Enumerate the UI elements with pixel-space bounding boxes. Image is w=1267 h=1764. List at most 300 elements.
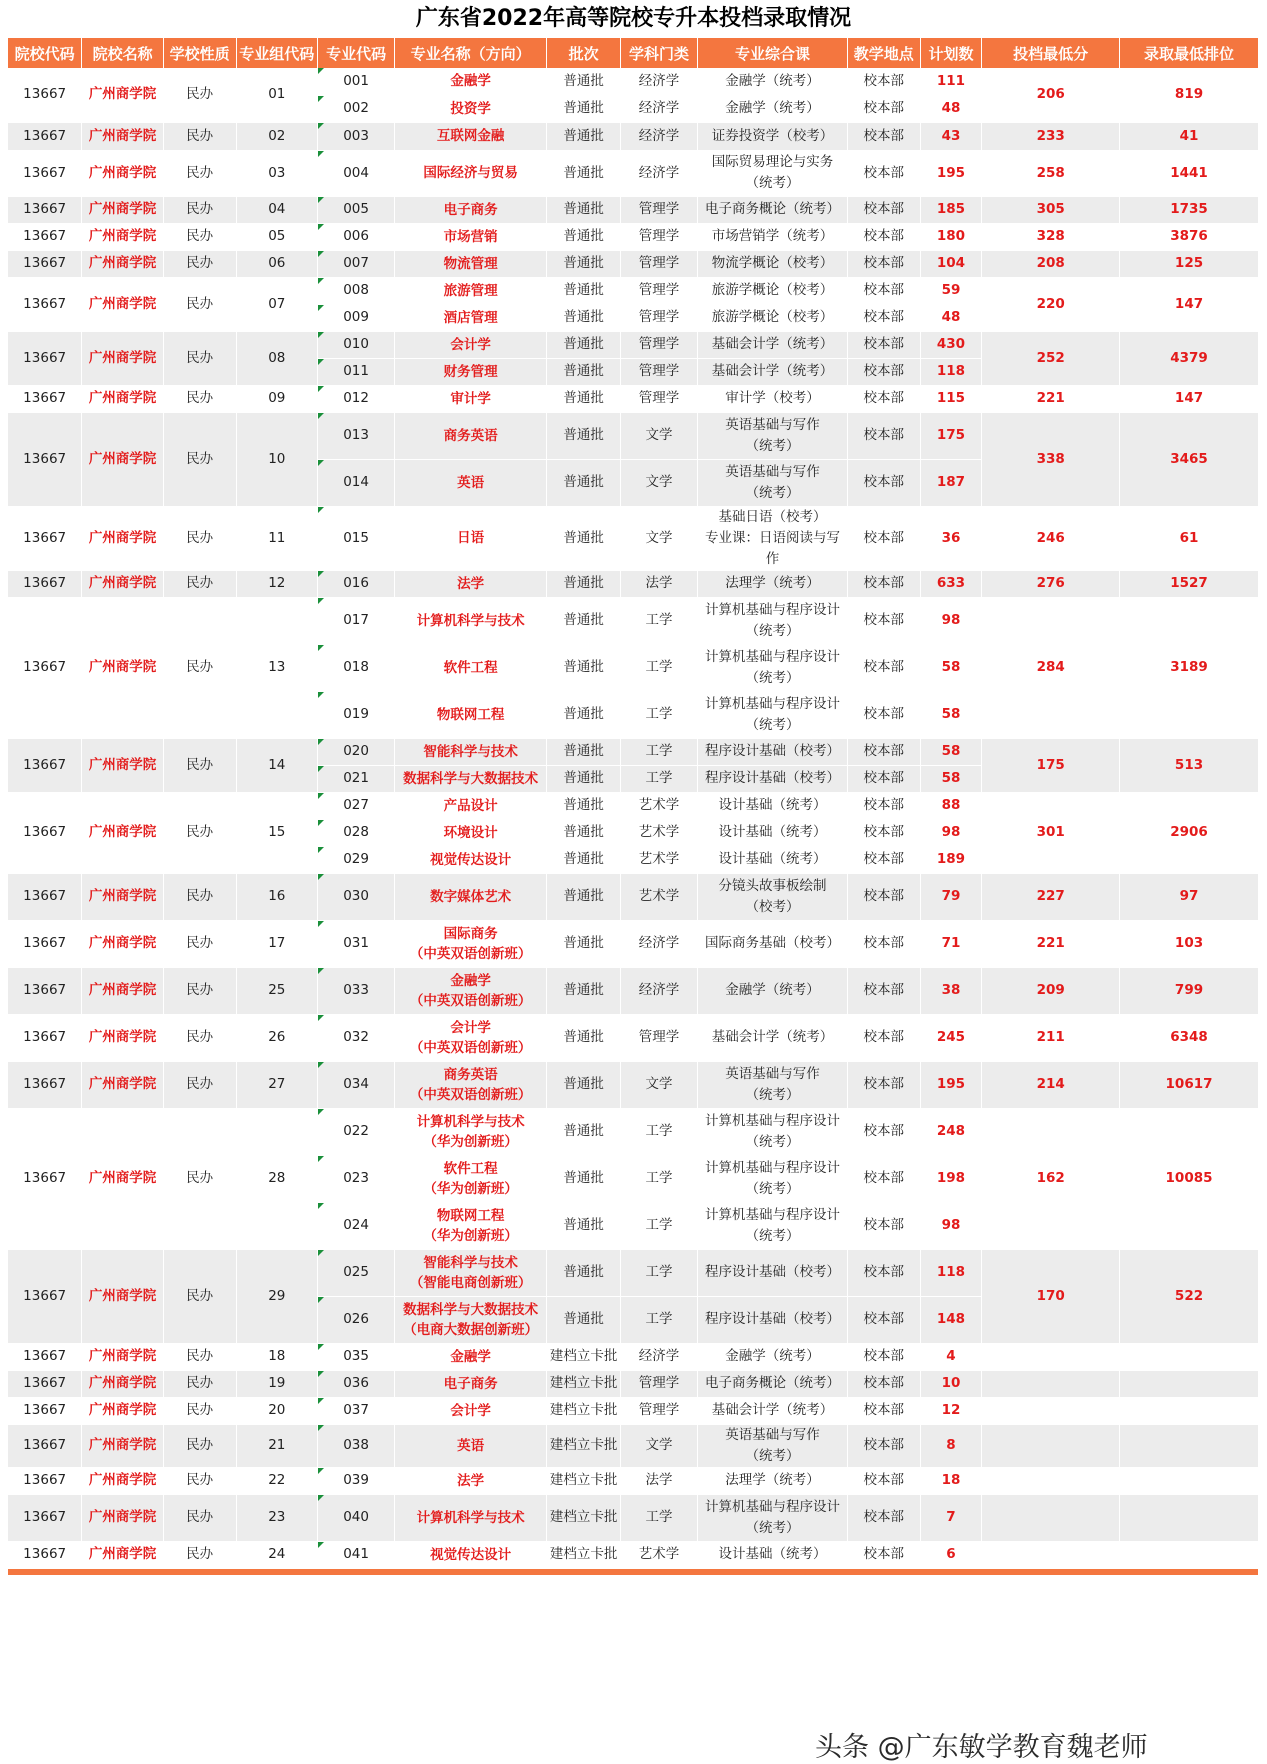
major-name-line: 物流管理 xyxy=(443,255,498,272)
school-name: 广州商学院 xyxy=(82,196,164,223)
major-code: 025 xyxy=(318,1249,395,1296)
group-code: 04 xyxy=(236,196,318,223)
subject-category: 管理学 xyxy=(621,358,698,385)
min-rank: 3465 xyxy=(1120,412,1259,506)
teaching-location: 校本部 xyxy=(847,570,920,597)
subject-category: 管理学 xyxy=(621,1370,698,1397)
table-row xyxy=(8,597,1259,644)
group-block xyxy=(8,920,1259,967)
batch: 普通批 xyxy=(547,792,621,819)
plan-count: 195 xyxy=(920,1061,982,1108)
plan-count: 115 xyxy=(920,385,982,412)
batch: 建档立卡批 xyxy=(547,1370,621,1397)
exam-course-line: （统考） xyxy=(745,175,800,191)
major-name-line: 电子商务 xyxy=(443,1375,498,1392)
major-name xyxy=(395,765,547,792)
plan-count: 7 xyxy=(920,1494,982,1541)
major-code: 030 xyxy=(318,873,395,920)
teaching-location: 校本部 xyxy=(847,920,920,967)
teaching-location: 校本部 xyxy=(847,765,920,792)
school-code: 13667 xyxy=(8,412,82,506)
table-row xyxy=(8,223,1259,250)
plan-count: 189 xyxy=(920,846,982,873)
plan-count: 104 xyxy=(920,250,982,277)
teaching-location: 校本部 xyxy=(847,1155,920,1202)
major-code: 004 xyxy=(318,150,395,196)
major-code: 018 xyxy=(318,644,395,691)
plan-count: 633 xyxy=(920,570,982,597)
teaching-location: 校本部 xyxy=(847,1541,920,1568)
exam-course xyxy=(698,150,848,196)
plan-count: 79 xyxy=(920,873,982,920)
exam-course-line: 程序设计基础（校考） xyxy=(705,1264,841,1280)
group-block xyxy=(8,250,1259,277)
col-header[interactable]: 专业组代码 xyxy=(236,38,318,68)
major-name xyxy=(395,597,547,644)
major-code: 020 xyxy=(318,738,395,765)
watermark: 头条 @广东敏学教育魏老师 xyxy=(815,1732,1148,1763)
school-nature: 民办 xyxy=(163,1370,236,1397)
batch: 普通批 xyxy=(547,1108,621,1155)
min-score xyxy=(982,1397,1120,1424)
subject-category: 艺术学 xyxy=(621,873,698,920)
min-score: 209 xyxy=(982,967,1120,1014)
school-code: 13667 xyxy=(8,68,82,122)
group-block xyxy=(8,1108,1259,1249)
subject-category: 经济学 xyxy=(621,150,698,196)
major-code: 022 xyxy=(318,1108,395,1155)
teaching-location: 校本部 xyxy=(847,95,920,122)
subject-category: 文学 xyxy=(621,459,698,506)
batch: 普通批 xyxy=(547,459,621,506)
exam-course xyxy=(698,1249,848,1296)
school-code: 13667 xyxy=(8,1494,82,1541)
major-name-line: （中英双语创新班） xyxy=(409,992,532,1009)
group-code: 14 xyxy=(236,738,318,792)
major-name xyxy=(395,331,547,358)
teaching-location: 校本部 xyxy=(847,122,920,150)
table-row xyxy=(8,277,1259,304)
major-name xyxy=(395,1108,547,1155)
school-name: 广州商学院 xyxy=(82,506,164,570)
exam-course xyxy=(698,1370,848,1397)
major-code: 012 xyxy=(318,385,395,412)
col-header[interactable]: 学科门类 xyxy=(621,38,698,68)
group-block xyxy=(8,1370,1259,1397)
school-code: 13667 xyxy=(8,250,82,277)
exam-course xyxy=(698,196,848,223)
teaching-location: 校本部 xyxy=(847,1343,920,1370)
school-name: 广州商学院 xyxy=(82,738,164,792)
school-code: 13667 xyxy=(8,506,82,570)
plan-count: 88 xyxy=(920,792,982,819)
min-rank: 6348 xyxy=(1120,1014,1259,1061)
school-code: 13667 xyxy=(8,873,82,920)
batch: 普通批 xyxy=(547,68,621,95)
min-rank xyxy=(1120,1494,1259,1541)
subject-category: 管理学 xyxy=(621,385,698,412)
major-name xyxy=(395,1343,547,1370)
school-name: 广州商学院 xyxy=(82,1541,164,1568)
min-rank xyxy=(1120,1424,1259,1467)
exam-course-line: （统考） xyxy=(745,437,800,454)
major-name-line: 产品设计 xyxy=(443,797,498,814)
table-row xyxy=(8,506,1259,570)
school-code: 13667 xyxy=(8,597,82,738)
batch: 建档立卡批 xyxy=(547,1541,621,1568)
group-code: 05 xyxy=(236,223,318,250)
school-name: 广州商学院 xyxy=(82,1014,164,1061)
plan-count: 148 xyxy=(920,1296,982,1343)
min-score: 233 xyxy=(982,122,1120,150)
major-code: 035 xyxy=(318,1343,395,1370)
exam-course-line: 电子商务概论（统考） xyxy=(705,201,841,217)
exam-course-line: （统考） xyxy=(745,1133,800,1150)
subject-category: 文学 xyxy=(621,1061,698,1108)
group-code: 16 xyxy=(236,873,318,920)
major-name xyxy=(395,223,547,250)
subject-category: 文学 xyxy=(621,412,698,459)
table-row xyxy=(8,1397,1259,1424)
batch: 普通批 xyxy=(547,691,621,738)
major-code: 009 xyxy=(318,304,395,331)
min-rank: 41 xyxy=(1120,122,1259,150)
min-rank: 3876 xyxy=(1120,223,1259,250)
teaching-location: 校本部 xyxy=(847,1424,920,1467)
school-nature: 民办 xyxy=(163,1397,236,1424)
exam-course xyxy=(698,691,848,738)
exam-course xyxy=(698,967,848,1014)
table-row xyxy=(8,1494,1259,1541)
min-rank: 1441 xyxy=(1120,150,1259,196)
exam-course xyxy=(698,385,848,412)
teaching-location: 校本部 xyxy=(847,644,920,691)
exam-course xyxy=(698,819,848,846)
major-name xyxy=(395,738,547,765)
school-name: 广州商学院 xyxy=(82,1061,164,1108)
subject-category: 经济学 xyxy=(621,967,698,1014)
teaching-location: 校本部 xyxy=(847,304,920,331)
major-code: 027 xyxy=(318,792,395,819)
subject-category: 管理学 xyxy=(621,304,698,331)
min-rank xyxy=(1120,1397,1259,1424)
major-name xyxy=(395,1494,547,1541)
exam-course-line: 计算机基础与程序设计 xyxy=(705,601,841,618)
school-nature: 民办 xyxy=(163,196,236,223)
exam-course-line: （统考） xyxy=(745,1519,800,1536)
exam-course xyxy=(698,1014,848,1061)
major-name-line: （智能电商创新班） xyxy=(409,1274,532,1291)
group-block xyxy=(8,738,1259,792)
major-code: 039 xyxy=(318,1467,395,1494)
group-code: 21 xyxy=(236,1424,318,1467)
plan-count: 98 xyxy=(920,597,982,644)
exam-course xyxy=(698,1061,848,1108)
major-name-line: 软件工程 xyxy=(443,1160,498,1177)
col-header[interactable]: 批次 xyxy=(547,38,621,68)
table-row xyxy=(8,196,1259,223)
group-block xyxy=(8,385,1259,412)
group-code: 23 xyxy=(236,1494,318,1541)
min-rank: 522 xyxy=(1120,1249,1259,1343)
col-header[interactable]: 专业综合课 xyxy=(698,38,848,68)
major-name xyxy=(395,250,547,277)
major-name-line: 英语 xyxy=(457,474,485,491)
major-name-line: 电子商务 xyxy=(443,201,498,218)
exam-course xyxy=(698,1424,848,1467)
exam-course xyxy=(698,1494,848,1541)
batch: 建档立卡批 xyxy=(547,1343,621,1370)
subject-category: 管理学 xyxy=(621,250,698,277)
group-block xyxy=(8,122,1259,150)
exam-course xyxy=(698,1343,848,1370)
subject-category: 文学 xyxy=(621,1424,698,1467)
exam-course-line: （统考） xyxy=(745,484,800,501)
batch: 普通批 xyxy=(547,920,621,967)
group-code: 03 xyxy=(236,150,318,196)
major-code: 028 xyxy=(318,819,395,846)
major-name xyxy=(395,1370,547,1397)
exam-course-line: 旅游学概论（校考） xyxy=(711,309,834,325)
major-name-line: 金融学 xyxy=(450,1348,491,1365)
min-rank: 61 xyxy=(1120,506,1259,570)
major-name-line: 数据科学与大数据技术 xyxy=(403,770,539,787)
major-name-line: 法学 xyxy=(457,1472,485,1489)
min-rank: 103 xyxy=(1120,920,1259,967)
col-header[interactable]: 计划数 xyxy=(920,38,982,68)
exam-course xyxy=(698,873,848,920)
major-name xyxy=(395,1155,547,1202)
plan-count: 180 xyxy=(920,223,982,250)
table-row xyxy=(8,1014,1259,1061)
group-block xyxy=(8,1014,1259,1061)
table-row xyxy=(8,150,1259,196)
col-header[interactable]: 教学地点 xyxy=(847,38,920,68)
table-row xyxy=(8,1370,1259,1397)
group-block xyxy=(8,967,1259,1014)
group-code: 29 xyxy=(236,1249,318,1343)
school-code: 13667 xyxy=(8,1108,82,1249)
major-name-line: 审计学 xyxy=(450,390,491,407)
min-score: 252 xyxy=(982,331,1120,385)
major-code: 002 xyxy=(318,95,395,122)
exam-course xyxy=(698,1397,848,1424)
major-name-line: 视觉传达设计 xyxy=(430,1546,512,1563)
major-code: 034 xyxy=(318,1061,395,1108)
batch: 建档立卡批 xyxy=(547,1494,621,1541)
group-code: 07 xyxy=(236,277,318,331)
major-name-line: 会计学 xyxy=(450,1019,491,1036)
school-nature: 民办 xyxy=(163,150,236,196)
exam-course-line: 计算机基础与程序设计 xyxy=(705,648,841,665)
table-row xyxy=(8,1343,1259,1370)
subject-category: 经济学 xyxy=(621,68,698,95)
major-code: 014 xyxy=(318,459,395,506)
school-name: 广州商学院 xyxy=(82,1424,164,1467)
subject-category: 工学 xyxy=(621,1202,698,1249)
plan-count: 58 xyxy=(920,691,982,738)
table-row xyxy=(8,1467,1259,1494)
school-name: 广州商学院 xyxy=(82,1108,164,1249)
table-row xyxy=(8,1541,1259,1568)
school-name: 广州商学院 xyxy=(82,570,164,597)
major-code: 007 xyxy=(318,250,395,277)
group-block xyxy=(8,570,1259,597)
min-score: 175 xyxy=(982,738,1120,792)
teaching-location: 校本部 xyxy=(847,967,920,1014)
min-rank: 819 xyxy=(1120,68,1259,122)
exam-course-line: 基础会计学（统考） xyxy=(711,1402,834,1418)
major-name xyxy=(395,95,547,122)
group-code: 01 xyxy=(236,68,318,122)
group-block xyxy=(8,1249,1259,1343)
exam-course xyxy=(698,304,848,331)
plan-count: 48 xyxy=(920,304,982,331)
school-code: 13667 xyxy=(8,331,82,385)
min-score: 214 xyxy=(982,1061,1120,1108)
exam-course xyxy=(698,331,848,358)
major-name-line: （电商大数据创新班） xyxy=(403,1321,539,1338)
table-row xyxy=(8,570,1259,597)
school-nature: 民办 xyxy=(163,792,236,873)
teaching-location: 校本部 xyxy=(847,819,920,846)
subject-category: 工学 xyxy=(621,1108,698,1155)
plan-count: 118 xyxy=(920,1249,982,1296)
col-header[interactable]: 专业名称（方向） xyxy=(395,38,547,68)
teaching-location: 校本部 xyxy=(847,150,920,196)
school-code: 13667 xyxy=(8,1343,82,1370)
school-nature: 民办 xyxy=(163,223,236,250)
major-name-line: 酒店管理 xyxy=(443,309,498,326)
exam-course xyxy=(698,920,848,967)
min-rank: 147 xyxy=(1120,277,1259,331)
school-nature: 民办 xyxy=(163,277,236,331)
exam-course-line: 法理学（统考） xyxy=(725,1472,820,1488)
major-name xyxy=(395,570,547,597)
batch: 建档立卡批 xyxy=(547,1467,621,1494)
plan-count: 118 xyxy=(920,358,982,385)
table-row xyxy=(8,873,1259,920)
min-rank: 147 xyxy=(1120,385,1259,412)
major-name-line: 智能科学与技术 xyxy=(423,1254,518,1271)
school-nature: 民办 xyxy=(163,1108,236,1249)
col-header[interactable]: 录取最低排位 xyxy=(1120,38,1259,68)
min-rank xyxy=(1120,1541,1259,1568)
exam-course-line: 设计基础（统考） xyxy=(718,797,827,813)
major-name xyxy=(395,196,547,223)
subject-category: 管理学 xyxy=(621,223,698,250)
min-rank: 10617 xyxy=(1120,1061,1259,1108)
school-name: 广州商学院 xyxy=(82,1397,164,1424)
batch: 普通批 xyxy=(547,150,621,196)
group-block xyxy=(8,1541,1259,1568)
exam-course xyxy=(698,597,848,644)
major-name-line: 计算机科学与技术 xyxy=(416,1509,525,1526)
subject-category: 工学 xyxy=(621,644,698,691)
exam-course xyxy=(698,1296,848,1343)
exam-course-line: 英语基础与写作 xyxy=(725,1426,820,1443)
col-header[interactable]: 院校代码 xyxy=(8,38,82,68)
group-block xyxy=(8,506,1259,570)
teaching-location: 校本部 xyxy=(847,1061,920,1108)
col-header[interactable]: 学校性质 xyxy=(163,38,236,68)
batch: 普通批 xyxy=(547,122,621,150)
school-nature: 民办 xyxy=(163,1424,236,1467)
col-header[interactable]: 专业代码 xyxy=(318,38,395,68)
exam-course xyxy=(698,223,848,250)
group-block xyxy=(8,412,1259,506)
table-row xyxy=(8,738,1259,765)
major-code: 001 xyxy=(318,68,395,95)
col-header[interactable]: 院校名称 xyxy=(82,38,164,68)
major-name-line: （华为创新班） xyxy=(423,1227,518,1244)
major-name xyxy=(395,1296,547,1343)
plan-count: 8 xyxy=(920,1424,982,1467)
school-code: 13667 xyxy=(8,150,82,196)
min-rank xyxy=(1120,1370,1259,1397)
min-score: 328 xyxy=(982,223,1120,250)
major-name-line: 财务管理 xyxy=(443,363,498,380)
major-name-line: 市场营销 xyxy=(443,228,498,245)
min-rank: 513 xyxy=(1120,738,1259,792)
table-row xyxy=(8,967,1259,1014)
major-name xyxy=(395,385,547,412)
batch: 普通批 xyxy=(547,95,621,122)
exam-course-line: 英语基础与写作 xyxy=(725,463,820,480)
exam-course xyxy=(698,1541,848,1568)
major-name-line: 智能科学与技术 xyxy=(423,743,518,760)
exam-course-line: 金融学（统考） xyxy=(725,72,820,89)
min-score: 221 xyxy=(982,385,1120,412)
major-name-line: 物联网工程 xyxy=(436,706,505,723)
plan-count: 59 xyxy=(920,277,982,304)
subject-category: 艺术学 xyxy=(621,1541,698,1568)
exam-course-line: 基础会计学（统考） xyxy=(711,363,834,379)
exam-course-line: 金融学（统考） xyxy=(725,100,820,116)
group-block xyxy=(8,1424,1259,1467)
group-code: 10 xyxy=(236,412,318,506)
subject-category: 工学 xyxy=(621,738,698,765)
major-name-line: 物联网工程 xyxy=(436,1207,505,1224)
major-name-line: （中英双语创新班） xyxy=(409,945,532,962)
plan-count: 43 xyxy=(920,122,982,150)
teaching-location: 校本部 xyxy=(847,873,920,920)
table-row xyxy=(8,385,1259,412)
batch: 普通批 xyxy=(547,873,621,920)
exam-course-line: 英语基础与写作 xyxy=(725,416,820,433)
min-score: 276 xyxy=(982,570,1120,597)
subject-category: 工学 xyxy=(621,765,698,792)
school-name: 广州商学院 xyxy=(82,1249,164,1343)
plan-count: 98 xyxy=(920,1202,982,1249)
exam-course xyxy=(698,412,848,459)
major-name xyxy=(395,1249,547,1296)
batch: 普通批 xyxy=(547,1249,621,1296)
batch: 普通批 xyxy=(547,506,621,570)
subject-category: 管理学 xyxy=(621,196,698,223)
table-row xyxy=(8,1424,1259,1467)
group-code: 20 xyxy=(236,1397,318,1424)
col-header[interactable]: 投档最低分 xyxy=(982,38,1120,68)
school-nature: 民办 xyxy=(163,506,236,570)
school-name: 广州商学院 xyxy=(82,1467,164,1494)
subject-category: 经济学 xyxy=(621,95,698,122)
school-code: 13667 xyxy=(8,196,82,223)
min-score xyxy=(982,1494,1120,1541)
school-code: 13667 xyxy=(8,1061,82,1108)
teaching-location: 校本部 xyxy=(847,1370,920,1397)
major-name-line: 商务英语 xyxy=(443,427,498,444)
